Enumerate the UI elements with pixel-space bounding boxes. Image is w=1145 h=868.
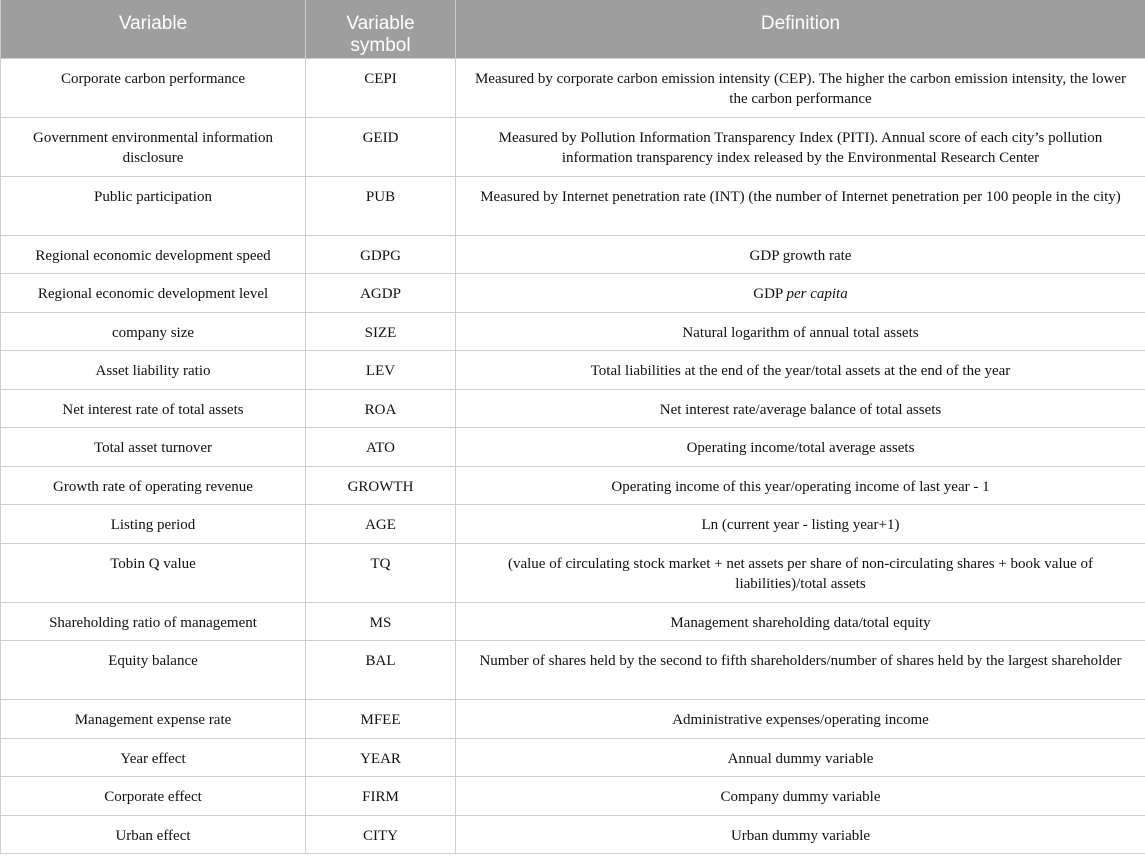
symbol-cell: TQ [306,543,456,602]
definition-cell: Total liabilities at the end of the year/total assets at the end of the year [456,351,1145,390]
symbol-cell: CEPI [306,58,456,117]
header-variable: Variable [1,0,306,58]
table-row [1,176,1145,235]
variable-cell: Equity balance [1,641,306,700]
symbol-cell: ATO [306,428,456,467]
variable-cell: Tobin Q value [1,543,306,602]
definition-cell: Measured by corporate carbon emission intensity (CEP). The higher the carbon emission intensity, the lower the carbon performance [456,58,1145,117]
variable-cell: company size [1,312,306,351]
symbol-cell: AGDP [306,274,456,313]
definition-cell: Management shareholding data/total equity [456,602,1145,641]
variable-cell: Asset liability ratio [1,351,306,390]
table-row [1,466,1145,505]
variable-cell: Urban effect [1,815,306,854]
variable-cell: Growth rate of operating revenue [1,466,306,505]
header-row [1,0,1145,58]
table-row [1,505,1145,544]
symbol-cell: MFEE [306,700,456,739]
symbol-cell: SIZE [306,312,456,351]
variable-cell: Shareholding ratio of management [1,602,306,641]
table-row [1,602,1145,641]
table-row [1,815,1145,854]
header-definition: Definition [456,0,1145,58]
variable-cell: Management expense rate [1,700,306,739]
definition-cell: Ln (current year - listing year+1) [456,505,1145,544]
definition-cell: Operating income/total average assets [456,428,1145,467]
table-row [1,543,1145,602]
definition-cell: Annual dummy variable [456,738,1145,777]
variable-cell: Listing period [1,505,306,544]
variable-cell: Year effect [1,738,306,777]
table-row [1,389,1145,428]
symbol-cell: CITY [306,815,456,854]
symbol-cell: ROA [306,389,456,428]
variable-cell: Regional economic development speed [1,235,306,274]
table-row [1,738,1145,777]
symbol-cell: AGE [306,505,456,544]
definition-cell: GDP growth rate [456,235,1145,274]
symbol-cell: MS [306,602,456,641]
symbol-cell: YEAR [306,738,456,777]
variable-cell: Total asset turnover [1,428,306,467]
definition-cell: (value of circulating stock market + net assets per share of non-circulating shares + book value of liabilities)/total assets [456,543,1145,602]
variable-cell: Public participation [1,176,306,235]
definition-cell [456,274,1145,313]
symbol-cell: GEID [306,117,456,176]
definition-cell: Net interest rate/average balance of total assets [456,389,1145,428]
table-row [1,58,1145,117]
definition-cell: Natural logarithm of annual total assets [456,312,1145,351]
table-row [1,235,1145,274]
symbol-cell: BAL [306,641,456,700]
definition-cell: Operating income of this year/operating income of last year - 1 [456,466,1145,505]
header-variable-symbol: Variable symbol [306,0,456,58]
symbol-cell: LEV [306,351,456,390]
symbol-cell: PUB [306,176,456,235]
table-row [1,351,1145,390]
symbol-cell: FIRM [306,777,456,816]
definition-cell: Urban dummy variable [456,815,1145,854]
table-row [1,641,1145,700]
table-row [1,312,1145,351]
table-row [1,117,1145,176]
definition-cell: Measured by Pollution Information Transparency Index (PITI). Annual score of each city’s pollution information transparency index released by the Environmental Research Center [456,117,1145,176]
table-row [1,428,1145,467]
definition-cell: Administrative expenses/operating income [456,700,1145,739]
definition-cell: Measured by Internet penetration rate (INT) (the number of Internet penetration per 100 people in the city) [456,176,1145,235]
table-row [1,777,1145,816]
variable-cell: Net interest rate of total assets [1,389,306,428]
table-row [1,274,1145,313]
definition-italic-text: per capita [786,286,848,302]
definition-cell: Number of shares held by the second to fifth shareholders/number of shares held by the largest shareholder [456,641,1145,700]
symbol-cell: GDPG [306,235,456,274]
variable-cell: Government environmental information disclosure [1,117,306,176]
variable-cell: Corporate effect [1,777,306,816]
symbol-cell: GROWTH [306,466,456,505]
definition-text: GDP [753,286,783,302]
variable-cell: Corporate carbon performance [1,58,306,117]
table-row [1,700,1145,739]
definition-cell: Company dummy variable [456,777,1145,816]
variable-cell: Regional economic development level [1,274,306,313]
